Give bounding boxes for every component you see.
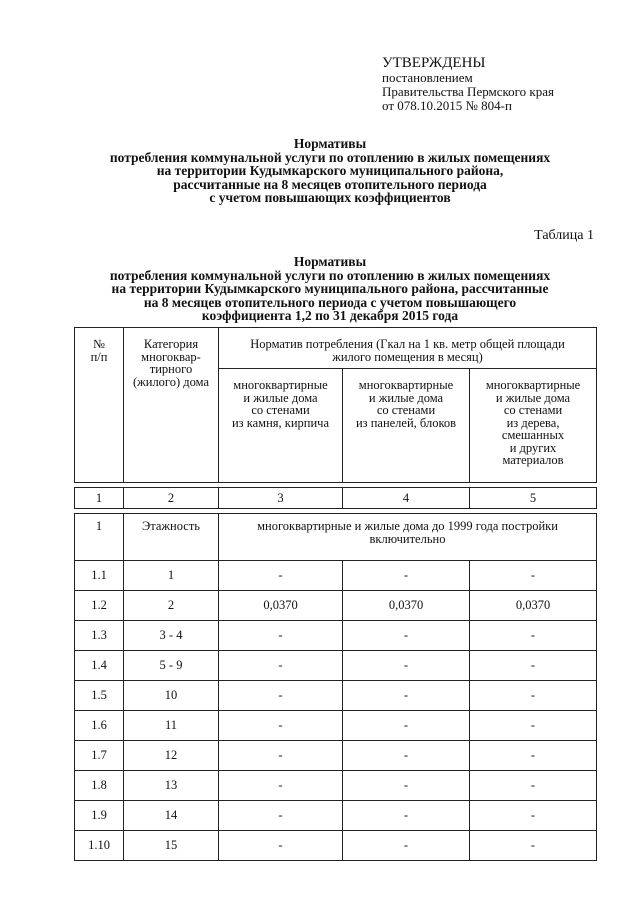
table-row: 1.7 12 - - -: [75, 741, 597, 771]
table-row: 1.1 1 - - -: [75, 561, 597, 591]
table-title-line: на территории Кудымкарского муниципального района, рассчитанные: [111, 281, 549, 296]
table-title-line: на 8 месяцев отопительного периода с учетом повышающего: [143, 294, 517, 310]
section-label: Этажность: [124, 514, 219, 561]
column-number: 1: [75, 488, 124, 509]
table-row: 1.6 11 - - -: [75, 711, 597, 741]
title-line: на территории Кудымкарского муниципального района,: [156, 163, 504, 178]
header-norm: Норматив потребления (Гкал на 1 кв. метр общей площади жилого помещения в месяц): [219, 328, 597, 369]
table-row: 1.3 3 - 4 - - -: [75, 621, 597, 651]
table-row: 1.5 10 - - -: [75, 681, 597, 711]
approval-line: постановлением: [382, 70, 473, 85]
column-numbers-row: [75, 488, 597, 509]
table-title-line: коэффициента 1,2 по 31 декабря 2015 года: [201, 308, 459, 323]
header-wood-other: многоквартирные и жилые дома со стенами из дерева, смешанных и других материалов: [470, 369, 597, 483]
column-number: 4: [343, 488, 470, 509]
norms-table: [74, 327, 597, 861]
table-row: 1.10 15 - - -: [75, 831, 597, 861]
title-line: с учетом повышающих коэффициентов: [209, 190, 451, 205]
header-category: Категория многоквар- тирного (жилого) дома: [124, 328, 219, 483]
table-row: 1.8 13 - - -: [75, 771, 597, 801]
document-title: [60, 137, 600, 205]
section-row: [75, 514, 597, 561]
table-row: 1.9 14 - - -: [75, 801, 597, 831]
table-row: 1.4 5 - 9 - - -: [75, 651, 597, 681]
header-panels-blocks: многоквартирные и жилые дома со стенами из панелей, блоков: [343, 369, 470, 483]
title-heading: Нормативы: [293, 136, 367, 151]
title-line: рассчитанные на 8 месяцев отопительного периода: [173, 176, 487, 192]
approval-line: от 078.10.2015 № 804-п: [382, 98, 512, 113]
table-title-heading: Нормативы: [293, 254, 367, 269]
column-number: 2: [124, 488, 219, 509]
column-number: 5: [470, 488, 597, 509]
section-text: многоквартирные и жилые дома до 1999 года постройки включительно: [219, 514, 597, 561]
approval-block: [382, 55, 632, 113]
header-stone-brick: многоквартирные и жилые дома со стенами из камня, кирпича: [219, 369, 343, 483]
column-number: 3: [219, 488, 343, 509]
approval-title: УТВЕРЖДЕНЫ: [382, 55, 486, 71]
section-num: 1: [75, 514, 124, 561]
table-label: Таблица 1: [534, 228, 594, 243]
table-row: 1.2 2 0,0370 0,0370 0,0370: [75, 591, 597, 621]
table-title-line: потребления коммунальной услуги по отоплению в жилых помещениях: [109, 267, 551, 283]
table-title: [60, 255, 600, 323]
title-line: потребления коммунальной услуги по отоплению в жилых помещениях: [109, 149, 551, 165]
header-num: № п/п: [75, 328, 124, 483]
approval-line: Правительства Пермского края: [382, 84, 554, 99]
